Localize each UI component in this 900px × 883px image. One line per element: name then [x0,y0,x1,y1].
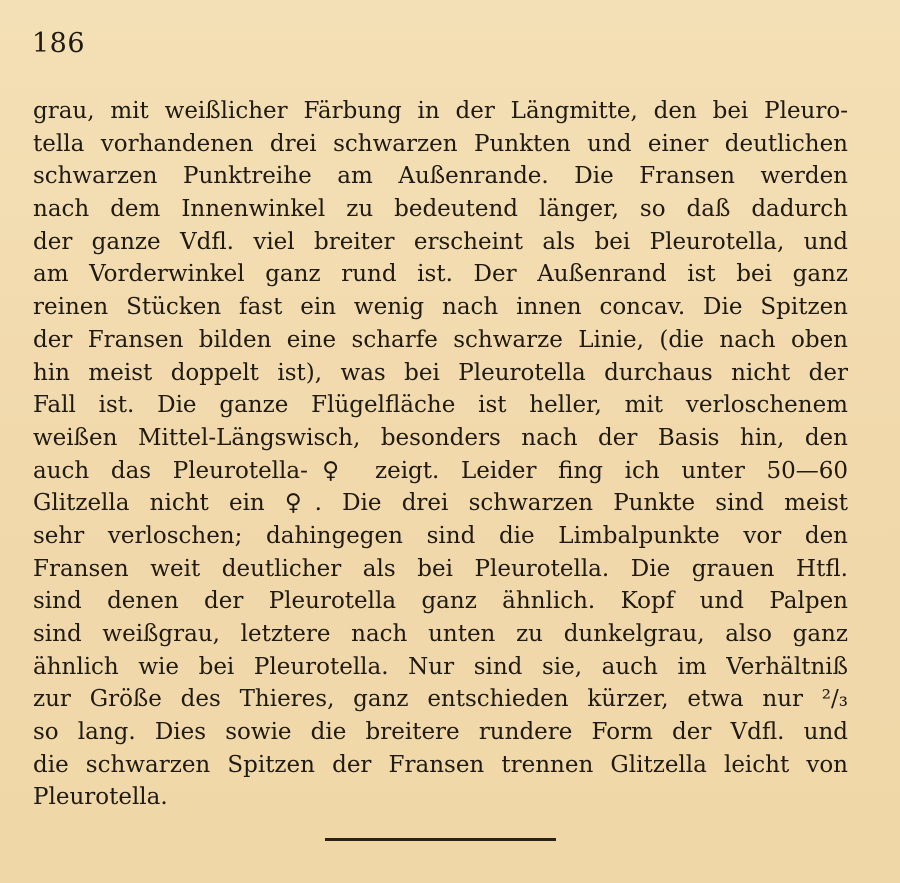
text-line: ähnlich wie bei Pleurotella. Nur sind sie, auch im Verhältniß [33,653,848,680]
text-line: Fall ist. Die ganze Flügelfläche ist heller, mit verloschenem [33,392,848,419]
text-line: die schwarzen Spitzen der Fransen trennen Glitzella leicht von [33,751,848,778]
text-line: hin meist doppelt ist), was bei Pleurotella durchaus nicht der [33,359,848,386]
text-line: grau, mit weißlicher Färbung in der Längmitte, den bei Pleuro- [33,98,848,124]
text-line: nach dem Innenwinkel zu bedeutend länger, so daß dadurch [33,196,848,223]
text-line: weißen Mittel-Längswisch, besonders nach der Basis hin, den [33,424,848,451]
text-line: tella vorhandenen drei schwarzen Punkten und einer deutlichen [33,130,848,157]
text-line: sind weißgrau, letztere nach unten zu dunkelgrau, also ganz [33,621,848,647]
text-line: Glitzella nicht ein ♀. Die drei schwarzen Punkte sind meist [33,490,848,517]
text-line: Pleurotella. [33,784,168,811]
text-line: so lang. Dies sowie die breitere rundere Form der Vdfl. und [33,719,848,746]
text-line: zur Größe des Thieres, ganz entschieden kürzer, etwa nur ²/₃ [33,686,848,713]
text-line: schwarzen Punktreihe am Außenrande. Die Fransen werden [33,163,848,190]
section-divider [325,838,556,841]
text-line: auch das Pleurotella-♀ zeigt. Leider fing ich unter 50—60 [33,457,848,484]
body-text [33,95,848,814]
text-line: der ganze Vdfl. viel breiter erscheint als bei Pleurotella, und [33,228,848,255]
text-line: Fransen weit deutlicher als bei Pleurotella. Die grauen Htfl. [33,555,848,582]
text-line: sind denen der Pleurotella ganz ähnlich. Kopf und Palpen [33,588,848,615]
text-line: reinen Stücken fast ein wenig nach innen concav. Die Spitzen [33,294,848,321]
text-line: am Vorderwinkel ganz rund ist. Der Außenrand ist bei ganz [33,261,848,288]
text-line: der Fransen bilden eine scharfe schwarze Linie, (die nach oben [33,326,848,353]
page-number: 186 [32,28,86,59]
text-line: sehr verloschen; dahingegen sind die Limbalpunkte vor den [33,522,848,549]
